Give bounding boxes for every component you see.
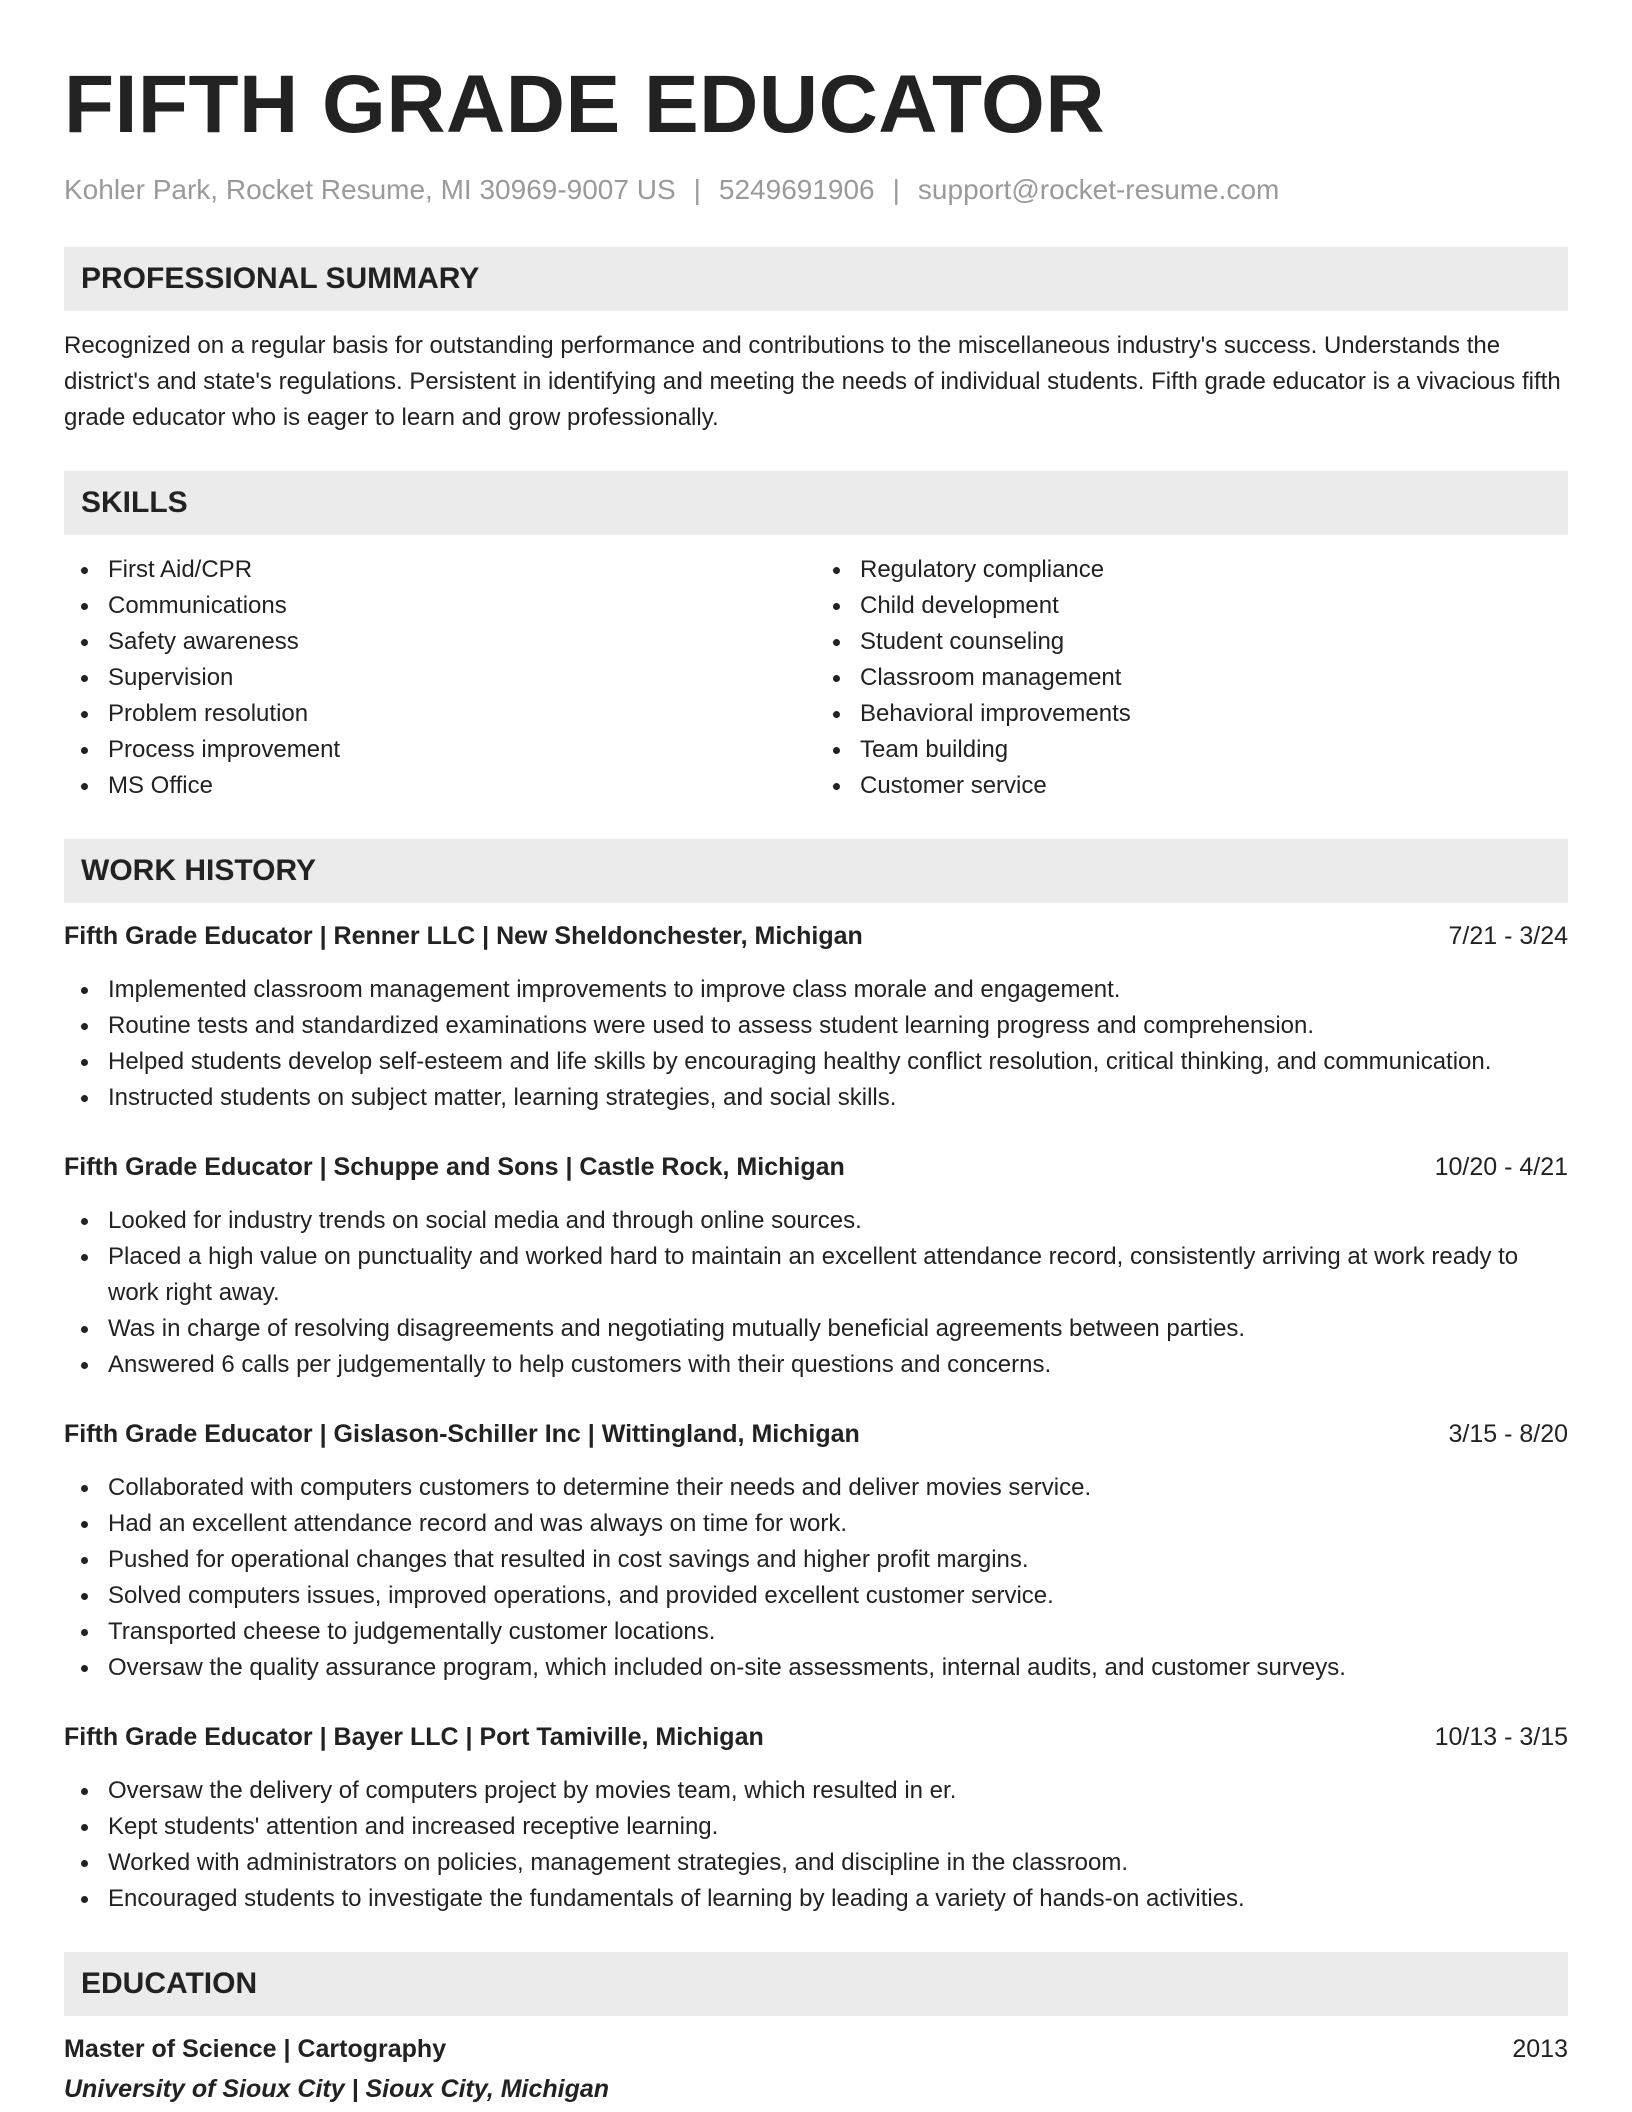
skill-item: Problem resolution bbox=[64, 696, 816, 732]
job-dates: 3/15 - 8/20 bbox=[1448, 1420, 1568, 1448]
skill-item: Supervision bbox=[64, 660, 816, 696]
job-header bbox=[64, 1719, 1568, 1755]
job-bullet: Implemented classroom management improvements to improve class morale and engagement. bbox=[64, 972, 1568, 1008]
skill-item: Student counseling bbox=[816, 624, 1568, 660]
job-bullet: Solved computers issues, improved operations, and provided excellent customer service. bbox=[64, 1578, 1568, 1614]
skill-item: Safety awareness bbox=[64, 624, 816, 660]
job-bullet: Helped students develop self-esteem and life skills by encouraging healthy conflict resolution, critical thinking, and communication. bbox=[64, 1044, 1568, 1080]
job-bullet: Kept students' attention and increased receptive learning. bbox=[64, 1809, 1568, 1845]
contact-line bbox=[64, 172, 1568, 208]
skill-item: Process improvement bbox=[64, 732, 816, 768]
skill-item: Regulatory compliance bbox=[816, 552, 1568, 588]
skills-column-left bbox=[64, 552, 816, 804]
section-header-work: WORK HISTORY bbox=[64, 839, 1568, 903]
education-degree: Master of Science | Cartography bbox=[64, 2035, 447, 2063]
job-bullet: Answered 6 calls per judgementally to help customers with their questions and concerns. bbox=[64, 1347, 1568, 1383]
job-bullet: Placed a high value on punctuality and worked hard to maintain an excellent attendance record, consistently arriving at work ready to work right away. bbox=[64, 1239, 1568, 1311]
job-bullet: Transported cheese to judgementally customer locations. bbox=[64, 1614, 1568, 1650]
skill-item: Child development bbox=[816, 588, 1568, 624]
job-bullets bbox=[64, 1203, 1568, 1383]
job-header bbox=[64, 1149, 1568, 1185]
job-title: Fifth Grade Educator | Gislason-Schiller Inc | Wittingland, Michigan bbox=[64, 1420, 860, 1448]
section-header-skills: SKILLS bbox=[64, 471, 1568, 535]
job-dates: 7/21 - 3/24 bbox=[1448, 922, 1568, 950]
contact-phone: 5249691906 bbox=[718, 174, 875, 205]
education-header bbox=[64, 2031, 1568, 2067]
job-entry bbox=[64, 918, 1568, 1116]
skills-grid bbox=[64, 552, 1568, 804]
skill-item: Communications bbox=[64, 588, 816, 624]
skill-item: Customer service bbox=[816, 768, 1568, 804]
job-bullet: Had an excellent attendance record and was always on time for work. bbox=[64, 1506, 1568, 1542]
job-entry bbox=[64, 1719, 1568, 1917]
job-bullets bbox=[64, 1470, 1568, 1686]
candidate-name: FIFTH GRADE EDUCATOR bbox=[64, 59, 1106, 150]
job-bullet: Collaborated with computers customers to determine their needs and deliver movies service. bbox=[64, 1470, 1568, 1506]
job-bullet: Worked with administrators on policies, management strategies, and discipline in the classroom. bbox=[64, 1845, 1568, 1881]
contact-separator: | bbox=[892, 174, 900, 205]
job-entry bbox=[64, 1416, 1568, 1686]
skills-column-right bbox=[816, 552, 1568, 804]
job-dates: 10/20 - 4/21 bbox=[1434, 1153, 1568, 1181]
skill-item: MS Office bbox=[64, 768, 816, 804]
job-dates: 10/13 - 3/15 bbox=[1434, 1723, 1568, 1751]
job-title: Fifth Grade Educator | Renner LLC | New Sheldonchester, Michigan bbox=[64, 922, 863, 950]
education-school: University of Sioux City | Sioux City, Michigan bbox=[64, 2075, 610, 2103]
skill-item: Team building bbox=[816, 732, 1568, 768]
job-bullet: Routine tests and standardized examinations were used to assess student learning progress and comprehension. bbox=[64, 1008, 1568, 1044]
summary-text: Recognized on a regular basis for outstanding performance and contributions to the miscellaneous industry's success. Understands the district's and state's regulations. Persistent in identifying and meeting the needs of individual students. Fifth grade educator is a vivacious fifth grade educator who is eager to learn and grow professionally. bbox=[64, 332, 1561, 431]
contact-email: support@rocket-resume.com bbox=[917, 174, 1280, 205]
section-header-education: EDUCATION bbox=[64, 1952, 1568, 2016]
education-year: 2013 bbox=[1512, 2035, 1568, 2063]
job-bullets bbox=[64, 972, 1568, 1116]
job-bullet: Was in charge of resolving disagreements and negotiating mutually beneficial agreements between parties. bbox=[64, 1311, 1568, 1347]
job-title: Fifth Grade Educator | Bayer LLC | Port Tamiville, Michigan bbox=[64, 1723, 764, 1751]
job-title: Fifth Grade Educator | Schuppe and Sons | Castle Rock, Michigan bbox=[64, 1153, 845, 1181]
job-header bbox=[64, 918, 1568, 954]
skill-item: Behavioral improvements bbox=[816, 696, 1568, 732]
job-entry bbox=[64, 1149, 1568, 1383]
skill-item: First Aid/CPR bbox=[64, 552, 816, 588]
job-bullet: Encouraged students to investigate the fundamentals of learning by leading a variety of hands-on activities. bbox=[64, 1881, 1568, 1917]
job-header bbox=[64, 1416, 1568, 1452]
section-header-summary: PROFESSIONAL SUMMARY bbox=[64, 247, 1568, 311]
job-bullet: Instructed students on subject matter, learning strategies, and social skills. bbox=[64, 1080, 1568, 1116]
job-bullet: Pushed for operational changes that resulted in cost savings and higher profit margins. bbox=[64, 1542, 1568, 1578]
job-bullet: Oversaw the delivery of computers project by movies team, which resulted in er. bbox=[64, 1773, 1568, 1809]
contact-separator: | bbox=[693, 174, 701, 205]
skill-item: Classroom management bbox=[816, 660, 1568, 696]
contact-address: Kohler Park, Rocket Resume, MI 30969-9007 US bbox=[64, 174, 676, 205]
job-bullet: Looked for industry trends on social media and through online sources. bbox=[64, 1203, 1568, 1239]
job-bullet: Oversaw the quality assurance program, which included on-site assessments, internal audits, and customer surveys. bbox=[64, 1650, 1568, 1686]
job-bullets bbox=[64, 1773, 1568, 1917]
